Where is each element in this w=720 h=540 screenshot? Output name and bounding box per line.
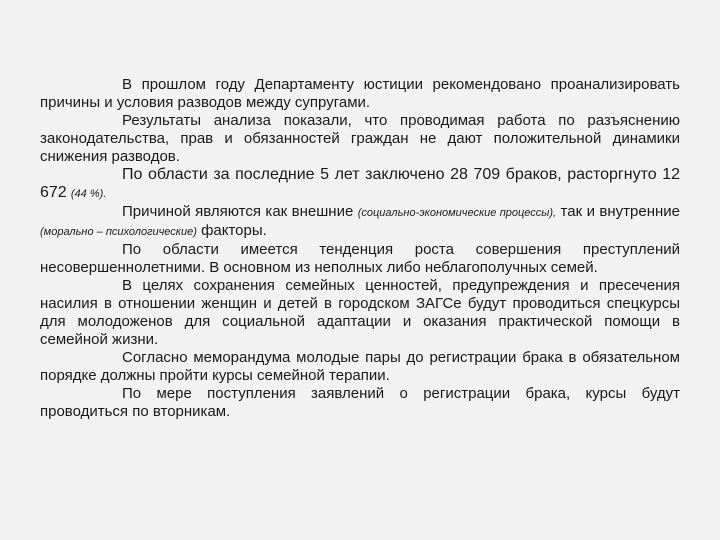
paragraph-7-text: Согласно меморандума молодые пары до регистрации брака в обязательном порядке должны пройти курсы семейной терапии. (40, 349, 680, 384)
paragraph-4-text-c: факторы. (201, 222, 267, 239)
paragraph-1 (40, 76, 680, 112)
paragraph-8 (40, 385, 680, 421)
paragraph-3-text: По области за последние 5 лет заключено 28 709 браков, расторгнуто 12 672 (40, 166, 680, 201)
paragraph-4-text-a: Причиной являются как внешние (122, 203, 354, 220)
paragraph-2-text: Результаты анализа показали, что проводимая работа по разъяснению законодательства, прав и обязанностей граждан не дают положительной динамики снижения разводов. (40, 112, 680, 165)
paragraph-8-text: По мере поступления заявлений о регистрации брака, курсы будут проводиться по вторникам. (40, 385, 680, 420)
paragraph-6-text: В целях сохранения семейных ценностей, предупреждения и пресечения насилия в отношении женщин и детей в городском ЗАГСе будут проводиться спецкурсы для молодоженов для социальной адаптации и оказания практической помощи в семейной жизни. (40, 277, 680, 348)
paragraph-5-text: По области имеется тенденция роста совершения преступлений несовершеннолетними. В основном из неполных либо неблагополучных семей. (40, 241, 680, 276)
paragraph-1-text: В прошлом году Департаменту юстиции рекомендовано проанализировать причины и условия разводов между супругами. (40, 76, 680, 111)
paragraph-4-text-b: так и внутренние (560, 203, 680, 220)
document-body (40, 76, 680, 421)
paragraph-7 (40, 349, 680, 385)
paragraph-2 (40, 112, 680, 166)
paragraph-3 (40, 166, 680, 203)
paragraph-6 (40, 277, 680, 349)
paragraph-4 (40, 203, 680, 241)
paragraph-4-note-external: (социально-экономические процессы), (357, 207, 557, 219)
paragraph-4-note-internal: (морально – психологические) (40, 226, 197, 238)
paragraph-3-percent-note: (44 %). (70, 188, 107, 200)
paragraph-5 (40, 241, 680, 277)
